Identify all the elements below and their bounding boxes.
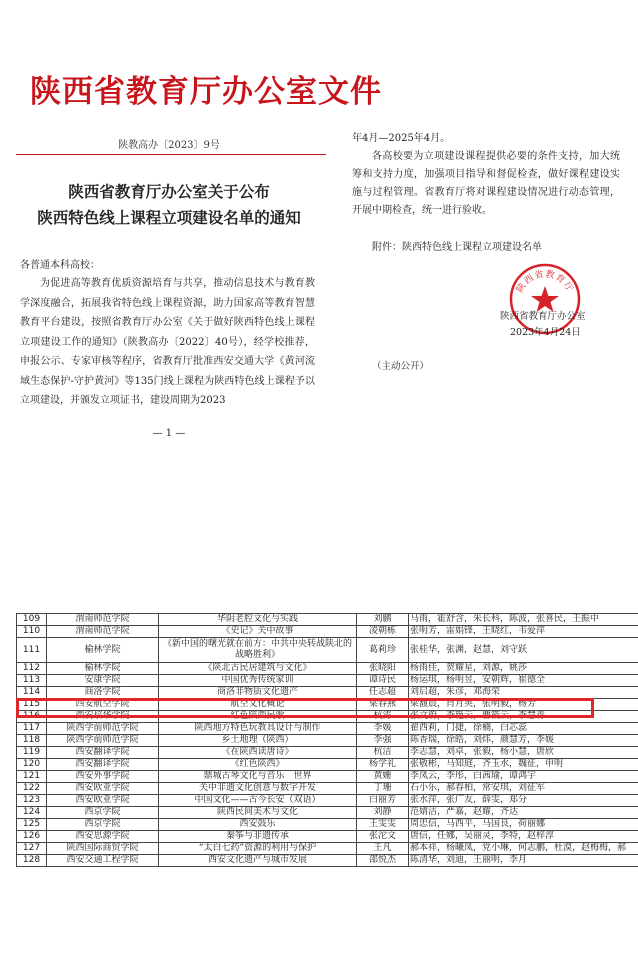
members-cell: 唐信，任娜，吴丽灵，李特，赵梓淳 (409, 831, 638, 843)
course-table-container (16, 613, 638, 923)
table-row (17, 687, 638, 699)
lead-cell: 丁珊 (357, 783, 409, 795)
school-cell: 安康学院 (47, 675, 159, 687)
row-number-cell: 114 (17, 687, 47, 699)
notice-title-line2: 陕西特色线上课程立项建设名单的通知 (37, 208, 301, 227)
table-row (17, 831, 638, 843)
signature-date: 2023年4月24日 (510, 327, 581, 338)
row-number-cell: 117 (17, 723, 47, 735)
row-number-cell: 122 (17, 783, 47, 795)
lead-cell: 凌朝栋 (357, 626, 409, 638)
row-number-cell: 121 (17, 771, 47, 783)
members-cell: 张明芳，雷娟锋，王晓红，韦爱萍 (409, 626, 638, 638)
course-name-cell: 《陕北古民居建筑与文化》 (159, 663, 357, 675)
lead-cell: 刘静 (357, 807, 409, 819)
members-cell: 梁馥晨，肖月英，张明毅，杨芳 (409, 699, 638, 711)
course-name-cell: 华阴老腔文化与实践 (159, 614, 357, 626)
table-row (17, 819, 638, 831)
row-number-cell: 125 (17, 819, 47, 831)
document-number: 陕教高办〔2023〕9号 (118, 140, 220, 151)
attachment-line: 附件：陕西特色线上课程立项建设名单 (372, 242, 542, 253)
course-name-cell: 乡土地理（陕西） (159, 735, 357, 747)
row-number-cell: 112 (17, 663, 47, 675)
table-row (17, 747, 638, 759)
row-number-cell: 110 (17, 626, 47, 638)
members-cell: 张文蔚，李艳云，曹筱云，李慧青 (409, 711, 638, 723)
school-cell: 西安翻译学院 (47, 747, 159, 759)
lead-cell: 李媛 (357, 723, 409, 735)
row-number-cell: 115 (17, 699, 47, 711)
members-cell: 杨雨佳，贺耀星，刘源，姚莎 (409, 663, 638, 675)
row-number-cell: 120 (17, 759, 47, 771)
table-row (17, 807, 638, 819)
lead-cell: 杭洁 (357, 747, 409, 759)
body-paragraph-1: 为促进高等教育优质资源培育与共享，推动信息技术与教育教学深度融合，拓展我省特色线上课程资源，助力国家高等教育智慧教育平台建设，按照省教育厅办公室《关于做好陕西特色线上课程立项建设工作的通知》（陕教高办〔2022〕40号），经学校推荐，申报公示、专家审核等程序，省教育厅批准西安交通大学《黄河流域生态保护-守护黄河》等135门线上课程为陕西特色线上课程予以立项建设，并颁发立项证书，建设周期为2023 (20, 278, 315, 406)
school-cell: 西安欧亚学院 (47, 795, 159, 807)
course-name-cell: 鼎城古琴文化与音乐 世界 (159, 771, 357, 783)
school-cell: 陕西国际商贸学院 (47, 843, 159, 855)
row-number-cell: 109 (17, 614, 47, 626)
course-name-cell: 中国文化——古今长安（双语） (159, 795, 357, 807)
red-divider (16, 154, 326, 155)
highlight-box-row-115 (16, 698, 594, 718)
lead-cell: 谭诗民 (357, 675, 409, 687)
table-row (17, 783, 638, 795)
row-number-cell: 111 (17, 638, 47, 663)
table-row (17, 663, 638, 675)
table-row (17, 675, 638, 687)
signature-organization: 陕西省教育厅办公室 (500, 311, 586, 322)
members-cell: 李凤云，李彤，白茜瑜，谭鸿宇 (409, 771, 638, 783)
course-name-cell: 陕西民间美术与文化 (159, 807, 357, 819)
lead-cell: 杨学礼 (357, 759, 409, 771)
public-note: （主动公开） (372, 361, 430, 372)
document-masthead: 陕西省教育厅办公室文件 (30, 74, 382, 110)
lead-cell: 王凡 (357, 843, 409, 855)
table-row (17, 723, 638, 735)
lead-cell: 张沱文 (357, 831, 409, 843)
table-row (17, 626, 638, 638)
lead-cell: 李强 (357, 735, 409, 747)
body-continuation: 年4月—2025年4月。 (352, 133, 451, 144)
course-name-cell: 西安鼓乐 (159, 819, 357, 831)
table-row (17, 759, 638, 771)
course-name-cell: 陕西地方特色玩教具设计与制作 (159, 723, 357, 735)
school-cell: 西安思源学院 (47, 831, 159, 843)
table-row (17, 614, 638, 626)
row-number-cell: 128 (17, 855, 47, 867)
school-cell: 渭南师范学院 (47, 626, 159, 638)
lead-cell: 任志超 (357, 687, 409, 699)
row-number-cell: 127 (17, 843, 47, 855)
school-cell: 商洛学院 (47, 687, 159, 699)
course-table (16, 613, 638, 867)
svg-text:陕西省教育厅: 陕西省教育厅 (515, 269, 575, 295)
lead-cell: 黄姗 (357, 771, 409, 783)
course-name-cell: 《新中国的曙光就在前方：中共中央转战陕北的战略胜利》 (159, 638, 357, 663)
school-cell: 西安欧亚学院 (47, 783, 159, 795)
salutation: 各普通本科高校： (20, 260, 100, 271)
course-name-cell: 《史记》关中故事 (159, 626, 357, 638)
lead-cell: 邵悦杰 (357, 855, 409, 867)
row-number-cell: 119 (17, 747, 47, 759)
course-name-cell: 红色陕西民歌 (159, 711, 357, 723)
row-number-cell: 118 (17, 735, 47, 747)
members-cell: 陈香瑞，徐皓，刘炜，颜慧芳，李媛 (409, 735, 638, 747)
members-cell: 翟西莉，门捷，徐楠，白芯蕊 (409, 723, 638, 735)
lead-cell: 张晓阳 (357, 663, 409, 675)
school-cell: 榆林学院 (47, 663, 159, 675)
members-cell: 杨运琪，杨明昱，安朝辉，崔德全 (409, 675, 638, 687)
table-row (17, 638, 638, 663)
course-list-page (0, 560, 638, 956)
school-cell: 西安培华学院 (47, 711, 159, 723)
row-number-cell: 126 (17, 831, 47, 843)
table-row (17, 855, 638, 867)
members-cell: 范婧洁，严嘉，赵耀，齐达 (409, 807, 638, 819)
members-cell: 石小乐，郝春柏，常安琪，刘征军 (409, 783, 638, 795)
body-paragraph-2: 各高校要为立项建设课程提供必要的条件支持，加大统筹和支持力度，加强项目指导和督促检查，做好课程建设实施与过程管理。省教育厅将对课程建设情况进行动态管理，开展中期检查，统一进行验收。 (352, 151, 620, 216)
school-cell: 西京学院 (47, 819, 159, 831)
course-name-cell: “太白七药”资源的利用与保护 (159, 843, 357, 855)
school-cell: 西安航空学院 (47, 699, 159, 711)
course-name-cell: 关中非遗文化创意与数字开发 (159, 783, 357, 795)
members-cell: 周忠信，马西平，马国良，荷丽娜 (409, 819, 638, 831)
course-name-cell: 秦筝与非遗传承 (159, 831, 357, 843)
school-cell: 西京学院 (47, 807, 159, 819)
members-cell: 刘启超，朱彦，邓海荣 (409, 687, 638, 699)
table-row (17, 771, 638, 783)
course-name-cell: 商洛非物质文化遗产 (159, 687, 357, 699)
course-name-cell: 《在陕西读唐诗》 (159, 747, 357, 759)
lead-cell: 葛莉珍 (357, 638, 409, 663)
lead-cell: 刘鹏 (357, 614, 409, 626)
members-cell: 李志慧，刘卓，张毅，杨小慧，唐欣 (409, 747, 638, 759)
table-row (17, 795, 638, 807)
school-cell: 西安外事学院 (47, 771, 159, 783)
row-number-cell: 123 (17, 795, 47, 807)
body-right-column (352, 130, 620, 220)
row-number-cell: 116 (17, 711, 47, 723)
lead-cell: 梁春燕 (357, 699, 409, 711)
members-cell: 马雨，霍舒含，朱长科，陈波，张喜民，王振中 (409, 614, 638, 626)
course-name-cell: 西安文化遗产与城市发展 (159, 855, 357, 867)
school-cell: 西安交通工程学院 (47, 855, 159, 867)
notice-title-line1: 陕西省教育厅办公室关于公布 (68, 182, 270, 201)
lead-cell: 杭涛 (357, 711, 409, 723)
course-name-cell: 中国优秀传统家训 (159, 675, 357, 687)
course-name-cell: 航空文化概论 (159, 699, 357, 711)
members-cell: 张敬彬，马知庭，齐玉水，魏征，申明 (409, 759, 638, 771)
school-cell: 陕西学前师范学院 (47, 735, 159, 747)
lead-cell: 王雯雯 (357, 819, 409, 831)
school-cell: 陕西学前师范学院 (47, 723, 159, 735)
table-row (17, 735, 638, 747)
table-row (17, 843, 638, 855)
course-name-cell: 《红色陕西》 (159, 759, 357, 771)
lead-cell: 白丽芳 (357, 795, 409, 807)
page-number: — 1 — (152, 428, 186, 439)
members-cell: 郝本祥，杨曦凤，党小琳，何志鹏，杜漠，赵梅梅，郝 (409, 843, 638, 855)
row-number-cell: 124 (17, 807, 47, 819)
members-cell: 张桂华，张渊，赵慧，刘守跃 (409, 638, 638, 663)
school-cell: 榆林学院 (47, 638, 159, 663)
school-cell: 渭南师范学院 (47, 614, 159, 626)
row-number-cell: 113 (17, 675, 47, 687)
members-cell: 陈清华，刘迪，王丽明，李月 (409, 855, 638, 867)
members-cell: 张水萍，张广友，薛雯，郑分 (409, 795, 638, 807)
school-cell: 西安翻译学院 (47, 759, 159, 771)
